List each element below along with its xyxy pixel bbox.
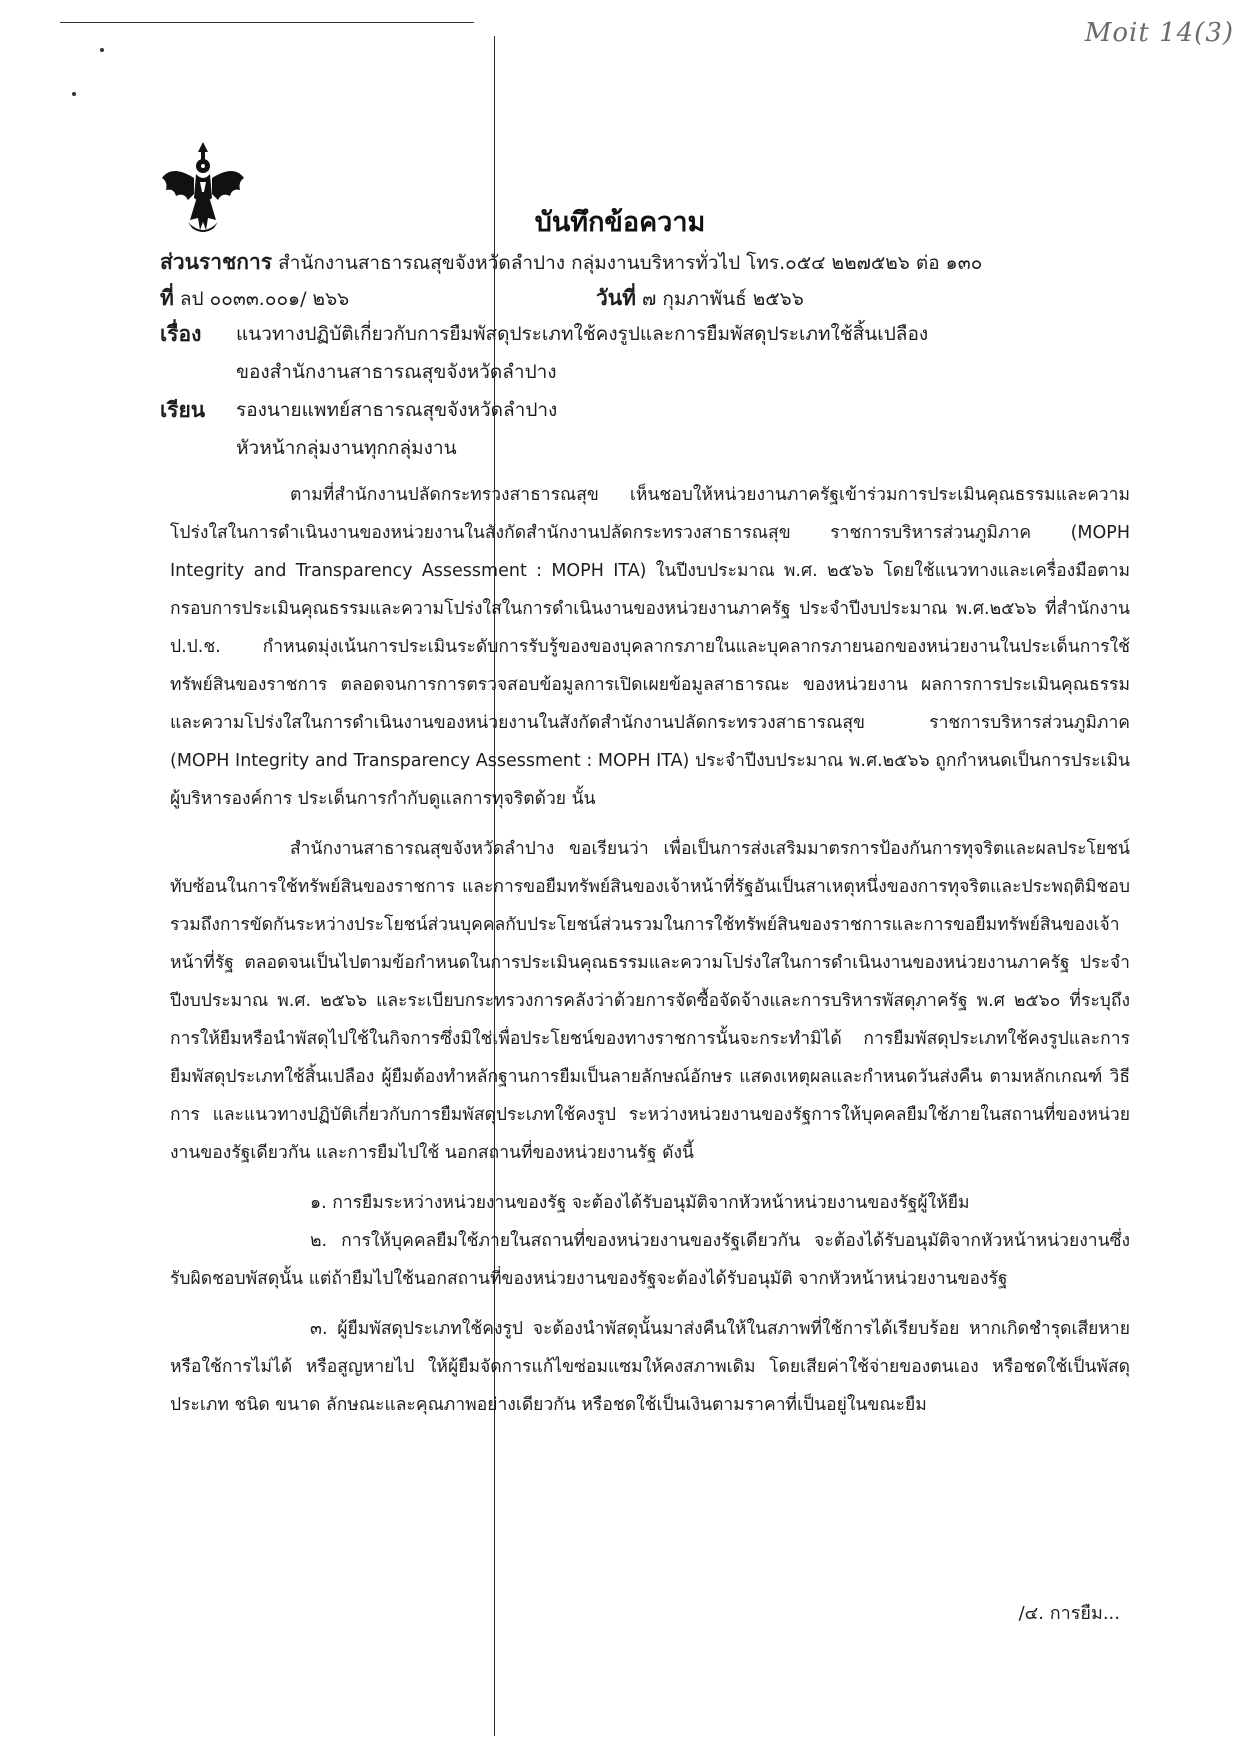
- body-paragraph-1: ตามที่สำนักงานปลัดกระทรวงสาธารณสุข เห็นชอบให้หน่วยงานภาครัฐเข้าร่วมการประเมินคุณธรรมและความโปร่งใสในการดำเนินงานของหน่วยงานในสังกัดสำนักงานปลัดกระทรวงสาธารณสุข ราชการบริหารส่วนภูมิภาค (MOPH Integrity and Transparency Assessment : MOPH ITA) ในปีงบประมาณ พ.ศ. ๒๕๖๖ โดยใช้แนวทางและเครื่องมือตามกรอบการประเมินคุณธรรมและความโปร่งใสในการดำเนินงานของหน่วยงานภาครัฐ ประจำปีงบประมาณ พ.ศ.๒๕๖๖ ที่สำนักงานป.ป.ช. กำหนดมุ่งเน้นการประเมินระดับการรับรู้ของของบุคลากรภายในและบุคลากรภายนอกของหน่วยงานในประเด็นการใช้ทรัพย์สินของราชการ ตลอดจนการการตรวจสอบข้อมูลการเปิดเผยข้อมูลสาธารณะ ของหน่วยงาน ผลการการประเมินคุณธรรมและความโปร่งใสในการดำเนินงานของหน่วยงานในสังกัดสำนักงานปลัดกระทรวงสาธารณสุข ราชการบริหารส่วนภูมิภาค (MOPH Integrity and Transparency Assessment : MOPH ITA) ประจำปีงบประมาณ พ.ศ.๒๕๖๖ ถูกกำหนดเป็นการประเมินผู้บริหารองค์การ ประเด็นการกำกับดูแลการทุจริตด้วย นั้น: [170, 485, 1130, 809]
- agency-line: [160, 248, 982, 277]
- recipient-line-1: รองนายแพทย์สาธารณสุขจังหวัดลำปาง: [236, 399, 558, 421]
- recipient-label: เรียน: [160, 398, 206, 422]
- body-item-1: ๑. การยืมระหว่างหน่วยงานของรัฐ จะต้องได้รับอนุมัติจากหัวหน้าหน่วยงานของรัฐผู้ให้ยืม: [310, 1193, 970, 1213]
- agency-value: สำนักงานสาธารณสุขจังหวัดลำปาง กลุ่มงานบริหารทั่วไป โทร.๐๕๔ ๒๒๗๕๒๖ ต่อ ๑๓๐: [278, 252, 983, 274]
- scan-top-rule: [60, 22, 474, 23]
- subject-label: เรื่อง: [160, 322, 202, 346]
- agency-label: ส่วนราชการ: [160, 250, 273, 274]
- doc-number-line: [160, 284, 349, 313]
- body-item-3: ๓. ผู้ยืมพัสดุประเภทใช้คงรูป จะต้องนำพัสดุนั้นมาส่งคืนให้ในสภาพที่ใช้การได้เรียบร้อย หากเกิดชำรุดเสียหาย หรือใช้การไม่ได้ หรือสูญหายไป ให้ผู้ยืมจัดการแก้ไขซ่อมแซมให้คงสภาพเดิม โดยเสียค่าใช้จ่ายของตนเอง หรือชดใช้เป็นพัสดุประเภท ชนิด ขนาด ลักษณะและคุณภาพอย่างเดียวกัน หรือชดใช้เป็นเงินตามราคาที่เป็นอยู่ในขณะยืม: [170, 1319, 1130, 1415]
- scan-dot: [100, 48, 104, 52]
- doc-number-value: ลป ๐๐๓๓.๐๐๑/ ๒๖๖: [179, 288, 350, 310]
- subject-line-1: แนวทางปฏิบัติเกี่ยวกับการยืมพัสดุประเภทใช้คงรูปและการยืมพัสดุประเภทใช้สิ้นเปลือง: [236, 323, 929, 345]
- date-line: [596, 284, 804, 313]
- body-item-2: ๒. การให้บุคคลยืมใช้ภายในสถานที่ของหน่วยงานของรัฐเดียวกัน จะต้องได้รับอนุมัติจากหัวหน้าหน่วยงานซึ่งรับผิดชอบพัสดุนั้น แต่ถ้ายืมไปใช้นอกสถานที่ของหน่วยงานของรัฐจะต้องได้รับอนุมัติ จากหัวหน้าหน่วยงานของรัฐ: [170, 1231, 1130, 1289]
- scan-dot: [72, 92, 76, 96]
- memo-body: [170, 476, 1130, 1424]
- date-value: ๗ กุมภาพันธ์ ๒๕๖๖: [642, 288, 804, 310]
- corner-handwritten-note: Moit 14(3): [1084, 18, 1234, 48]
- memo-title: บันทึกข้อความ: [534, 207, 706, 238]
- doc-number-label: ที่: [160, 286, 174, 310]
- continuation-note: /๔. การยืม...: [1018, 1603, 1120, 1624]
- body-paragraph-2: สำนักงานสาธารณสุขจังหวัดลำปาง ขอเรียนว่า เพื่อเป็นการส่งเสริมมาตรการป้องกันการทุจริตและผลประโยชน์ทับซ้อนในการใช้ทรัพย์สินของราชการ และการขอยืมทรัพย์สินของเจ้าหน้าที่รัฐอันเป็นสาเหตุหนึ่งของการทุจริตและประพฤติมิชอบ รวมถึงการขัดกันระหว่างประโยชน์ส่วนบุคคลกับประโยชน์ส่วนรวมในการใช้ทรัพย์สินของราชการและการขอยืมทรัพย์สินของเจ้าหน้าที่รัฐ ตลอดจนเป็นไปตามข้อกำหนดในการประเมินคุณธรรมและความโปร่งใสในการดำเนินงานของหน่วยงานภาครัฐ ประจำปีงบประมาณ พ.ศ. ๒๕๖๖ และระเบียบกระทรวงการคลังว่าด้วยการจัดซื้อจัดจ้างและการบริหารพัสดุภาครัฐ พ.ศ ๒๕๖๐ ที่ระบุถึงการให้ยืมหรือนำพัสดุไปใช้ในกิจการซึ่งมิใช่เพื่อประโยชน์ของทางราชการนั้นจะกระทำมิได้ การยืมพัสดุประเภทใช้คงรูปและการยืมพัสดุประเภทใช้สิ้นเปลือง ผู้ยืมต้องทำหลักฐานการยืมเป็นลายลักษณ์อักษร แสดงเหตุผลและกำหนดวันส่งคืน ตามหลักเกณฑ์ วิธีการ และแนวทางปฏิบัติเกี่ยวกับการยืมพัสดุประเภทใช้คงรูป ระหว่างหน่วยงานของรัฐการให้บุคคลยืมใช้ภายในสถานที่ของหน่วยงานของรัฐเดียวกัน และการยืมไปใช้ นอกสถานที่ของหน่วยงานรัฐ ดังนี้: [170, 839, 1130, 1163]
- date-label: วันที่: [596, 286, 636, 310]
- subject-line-2: ของสำนักงานสาธารณสุขจังหวัดลำปาง: [236, 361, 557, 383]
- recipient-line-2: หัวหน้ากลุ่มงานทุกกลุ่มงาน: [236, 437, 457, 459]
